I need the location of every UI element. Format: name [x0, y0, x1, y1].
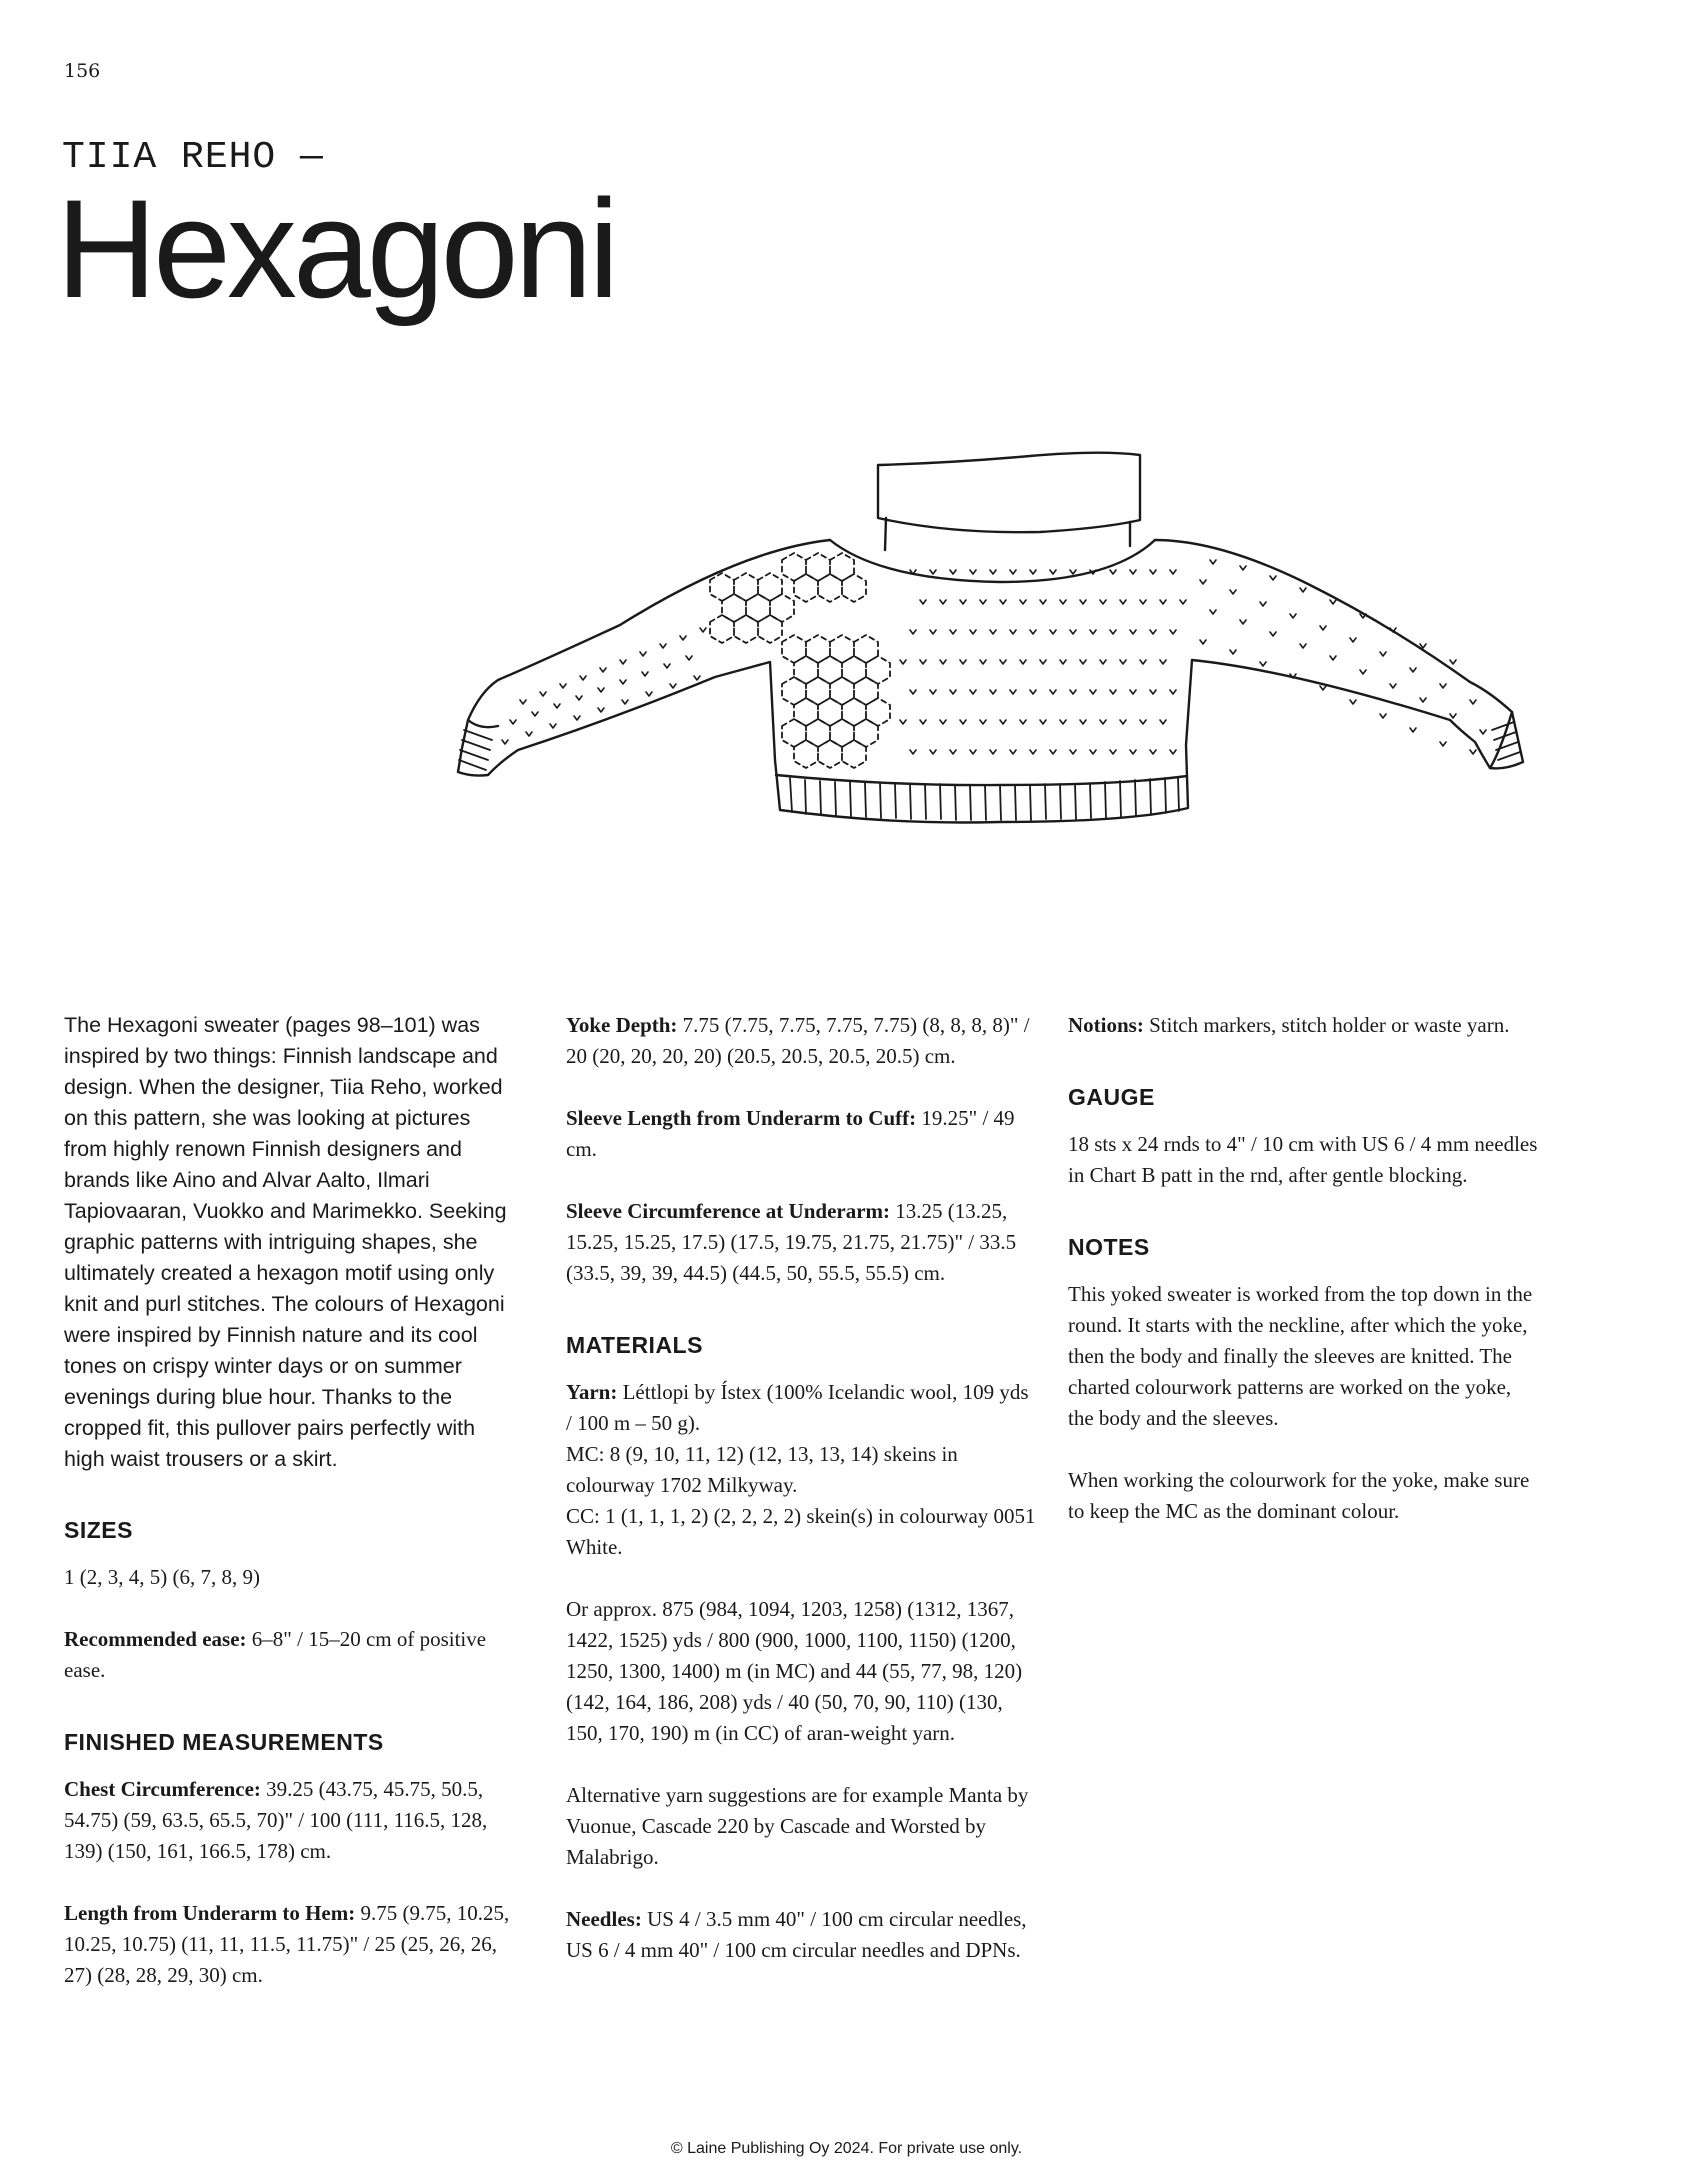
sweater-illustration [440, 430, 1540, 860]
hem-line [776, 775, 1187, 785]
sleeve-length-text: 19.25" / 49 cm. [566, 1106, 1015, 1161]
yoke-depth [566, 1010, 1036, 1072]
length-underarm-hem [64, 1898, 519, 1991]
sleeve-circumference [566, 1196, 1036, 1289]
chest-label: Chest Circumference: [64, 1777, 261, 1801]
yoke-label: Yoke Depth: [566, 1013, 678, 1037]
recommended-ease [64, 1624, 519, 1686]
notes-heading: NOTES [1068, 1234, 1150, 1260]
materials-heading: MATERIALS [566, 1332, 703, 1358]
length-text: 9.75 (9.75, 10.25, 10.25, 10.75) (11, 11, 11.5, 11.75)" / 25 (25, 26, 26, 27) (28, 28, 29, 30) cm. [64, 1901, 510, 1987]
sleeve-circ-label: Sleeve Circumference at Underarm: [566, 1199, 891, 1223]
needles-text: US 4 / 3.5 mm 40" / 100 cm circular needles, US 6 / 4 mm 40" / 100 cm circular needles and DPNs. [566, 1907, 1027, 1962]
column-measurements-materials [566, 1010, 1036, 1997]
sizes-values: 1 (2, 3, 4, 5) (6, 7, 8, 9) [64, 1565, 260, 1589]
yarn [566, 1377, 1036, 1439]
sleeve-circ-text: 13.25 (13.25, 15.25, 15.25, 17.5) (17.5, 19.75, 21.75, 21.75)" / 33.5 (33.5, 39, 39, 44.5) (44.5, 50, 55.5, 55.5) cm. [566, 1199, 1017, 1285]
ease-text: 6–8" / 15–20 cm of positive ease. [64, 1627, 487, 1682]
notions-text: Stitch markers, stitch holder or waste yarn. [1143, 1013, 1510, 1037]
needles [566, 1904, 1036, 1966]
hexagon-motif [710, 553, 890, 768]
notions [1068, 1010, 1538, 1041]
intro-paragraph: The Hexagoni sweater (pages 98–101) was inspired by two things: Finnish landscape and design. When the designer, Tiia Reho, worked on this pattern, she was looking at pictures from highly renown Finnish designers and brands like Aino and Alvar Aalto, Ilmari Tapiovaaran, Vuokko and Marimekko. Seeking graphic patterns with intriguing shapes, she ultimately created a hexagon motif using only knit and purl stitches. The colours of Hexagoni were inspired by Finnish nature and its cool tones on crispy winter days or on summer evenings during blue hour. Thanks to the cropped fit, this pullover pairs perfectly with high waist trousers or a skirt. [64, 1013, 507, 1471]
page-title: Hexagoni [56, 170, 616, 327]
yarn-amount: Or approx. 875 (984, 1094, 1203, 1258) (1312, 1367, 1422, 1525) yds / 800 (900, 1000, 1100, 1150) (1200, 1250, 1300, 1400) m (in MC) and 44 (55, 77, 98, 120) (142, 164, 186, 208) yds / 40 (50, 70, 90, 110) (130, 150, 170, 190) m (in CC) of aran-weight yarn. [566, 1597, 1023, 1745]
collar-outline [878, 453, 1140, 532]
collar-fold [885, 518, 1130, 550]
cc-yarn: CC: 1 (1, 1, 1, 2) (2, 2, 2, 2) skein(s) in colourway 0051 White. [566, 1504, 1036, 1559]
sleeve-length-label: Sleeve Length from Underarm to Cuff: [566, 1106, 917, 1130]
mc-yarn: MC: 8 (9, 10, 11, 12) (12, 13, 13, 14) skeins in colourway 1702 Milkyway. [566, 1442, 958, 1497]
notes-paragraph-1: This yoked sweater is worked from the top down in the round. It starts with the neckline, after which the yoke, then the body and finally the sleeves are knitted. The charted colourwork patterns are worked on the yoke, the body and the sleeves. [1068, 1282, 1533, 1430]
column-intro [64, 1010, 519, 2022]
stitch-pattern [502, 560, 1486, 754]
page-number: 156 [64, 60, 101, 82]
notes-paragraph-2: When working the colourwork for the yoke, make sure to keep the MC as the dominant colour. [1068, 1468, 1530, 1523]
notions-label: Notions: [1068, 1013, 1144, 1037]
needles-label: Needles: [566, 1907, 642, 1931]
chest-text: 39.25 (43.75, 45.75, 50.5, 54.75) (59, 63.5, 65.5, 70)" / 100 (111, 116.5, 128, 139) (150, 161, 166.5, 178) cm. [64, 1777, 488, 1863]
left-cuff [468, 720, 498, 727]
copyright-footer: © Laine Publishing Oy 2024. For private use only. [670, 2140, 1023, 2157]
sizes-heading: SIZES [64, 1517, 133, 1543]
yarn-text: Léttlopi by Ístex (100% Icelandic wool, 109 yds / 100 m – 50 g). [566, 1380, 1029, 1435]
sleeve-length [566, 1103, 1036, 1165]
finished-measurements-heading: FINISHED MEASUREMENTS [64, 1729, 384, 1755]
designer-name: TIIA REHO — [62, 136, 324, 179]
gauge-heading: GAUGE [1068, 1084, 1155, 1110]
yarn-label: Yarn: [566, 1380, 618, 1404]
length-label: Length from Underarm to Hem: [64, 1901, 356, 1925]
gauge-text: 18 sts x 24 rnds to 4" / 10 cm with US 6 / 4 mm needles in Chart B patt in the rnd, after gentle blocking. [1068, 1132, 1538, 1187]
yoke-text: 7.75 (7.75, 7.75, 7.75, 7.75) (8, 8, 8, 8)" / 20 (20, 20, 20, 20) (20.5, 20.5, 20.5, 20.5) cm. [566, 1013, 1030, 1068]
neckline [830, 540, 1155, 582]
alternative-yarns: Alternative yarn suggestions are for example Manta by Vuonue, Cascade 220 by Cascade and Worsted by Malabrigo. [566, 1783, 1029, 1869]
column-notions-gauge-notes [1068, 1010, 1538, 1558]
ease-label: Recommended ease: [64, 1627, 247, 1651]
chest-circumference [64, 1774, 519, 1867]
hem-ribs [790, 777, 1179, 820]
